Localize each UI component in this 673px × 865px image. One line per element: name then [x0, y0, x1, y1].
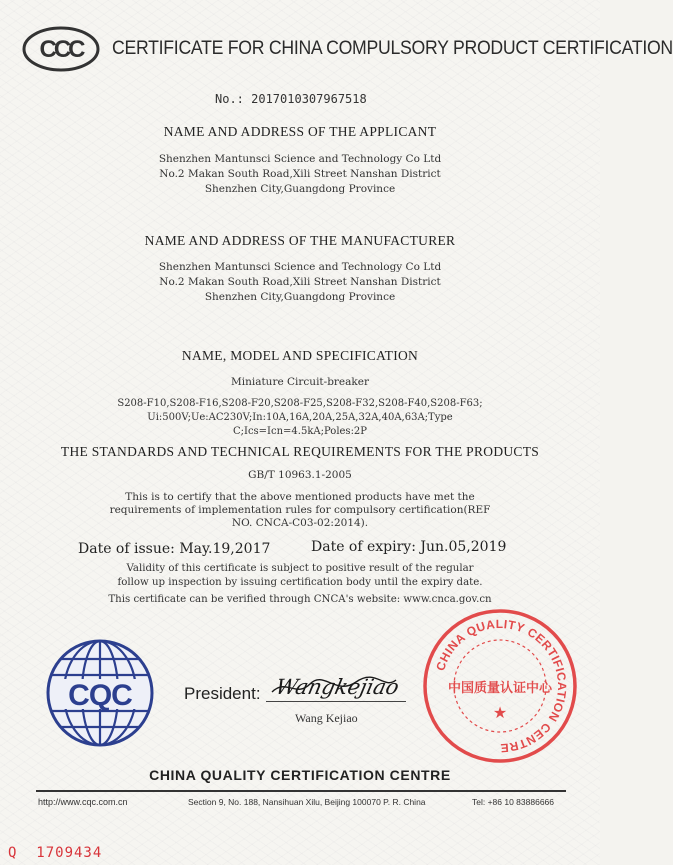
issue-date-label: Date of issue:	[78, 541, 175, 557]
signature-script-text: Wangkejiao	[273, 675, 402, 700]
expiry-date	[311, 539, 506, 555]
certificate-title: CERTIFICATE FOR CHINA COMPULSORY PRODUCT CERTIFICATION	[112, 38, 673, 59]
cqc-logo	[44, 637, 156, 749]
seal-outer-text: CHINA QUALITY CERTIFICATION CENTRE	[433, 616, 570, 756]
svg-text:★: ★	[492, 703, 508, 722]
seal-inner-text: 中国质量认证中心	[447, 681, 553, 696]
footer-tel: Tel: +86 10 83886666	[472, 797, 555, 807]
president-name: Wang Kejiao	[295, 711, 358, 725]
applicant-heading: NAME AND ADDRESS OF THE APPLICANT	[163, 124, 437, 139]
product-name: Miniature Circuit-breaker	[230, 376, 370, 388]
certify-line-1: This is to certify that the above mentioned products have met the	[125, 491, 475, 503]
expiry-date-value: Jun.05,2019	[420, 539, 507, 555]
applicant-line-2: No.2 Makan South Road,Xili Street Nanshan District	[159, 168, 441, 180]
validity-line-3: This certificate can be verified through CNCA's website: www.cnca.gov.cn	[108, 594, 492, 605]
product-spec-line-1: S208-F10,S208-F16,S208-F20,S208-F25,S208-F32,S208-F40,S208-F63;	[117, 398, 483, 409]
certify-line-2: requirements of implementation rules for compulsory certification(REF	[109, 504, 491, 516]
validity-line-1: Validity of this certificate is subject to positive result of the regular	[126, 563, 474, 574]
applicant-line-1: Shenzhen Mantunsci Science and Technology Co Ltd	[158, 153, 442, 165]
product-spec-line-2: Ui:500V;Ue:AC230V;In:10A,16A,20A,25A,32A,40A,63A;Type	[147, 412, 453, 423]
manufacturer-line-1: Shenzhen Mantunsci Science and Technology Co Ltd	[158, 261, 442, 273]
validity-line-2: follow up inspection by issuing certification body until the expiry date.	[117, 577, 483, 588]
product-heading: NAME, MODEL AND SPECIFICATION	[181, 348, 419, 363]
ccc-logo-text: CCC	[39, 36, 83, 63]
manufacturer-line-3: Shenzhen City,Guangdong Province	[204, 291, 396, 303]
manufacturer-line-2: No.2 Makan South Road,Xili Street Nanshan District	[159, 276, 441, 288]
standard-code: GB/T 10963.1-2005	[248, 469, 352, 481]
footer-org-name: CHINA QUALITY CERTIFICATION CENTRE	[149, 767, 451, 783]
product-spec-line-3: C;Ics=Icn=4.5kA;Poles:2P	[232, 426, 368, 437]
certify-line-3: NO. CNCA-C03-02:2014).	[231, 517, 369, 529]
expiry-date-label: Date of expiry:	[311, 539, 416, 555]
ccc-logo	[22, 26, 100, 72]
certificate-number: No.: 2017010307967518	[215, 92, 367, 106]
manufacturer-heading: NAME AND ADDRESS OF THE MANUFACTURER	[144, 233, 456, 248]
serial-number: Q 1709434	[8, 845, 103, 861]
footer-website: http://www.cqc.com.cn	[38, 797, 128, 807]
footer-address: Section 9, No. 188, Nansihuan Xilu, Beijing 100070 P. R. China	[188, 797, 426, 807]
issue-date	[78, 541, 270, 557]
official-seal	[420, 606, 580, 766]
footer-divider	[36, 790, 566, 792]
cqc-logo-text: CQC	[68, 679, 132, 712]
standards-heading: THE STANDARDS AND TECHNICAL REQUIREMENTS FOR THE PRODUCTS	[60, 444, 540, 459]
president-signature	[266, 668, 406, 704]
issue-date-value: May.19,2017	[179, 541, 271, 557]
applicant-line-3: Shenzhen City,Guangdong Province	[204, 183, 396, 195]
president-label: President:	[184, 684, 261, 703]
